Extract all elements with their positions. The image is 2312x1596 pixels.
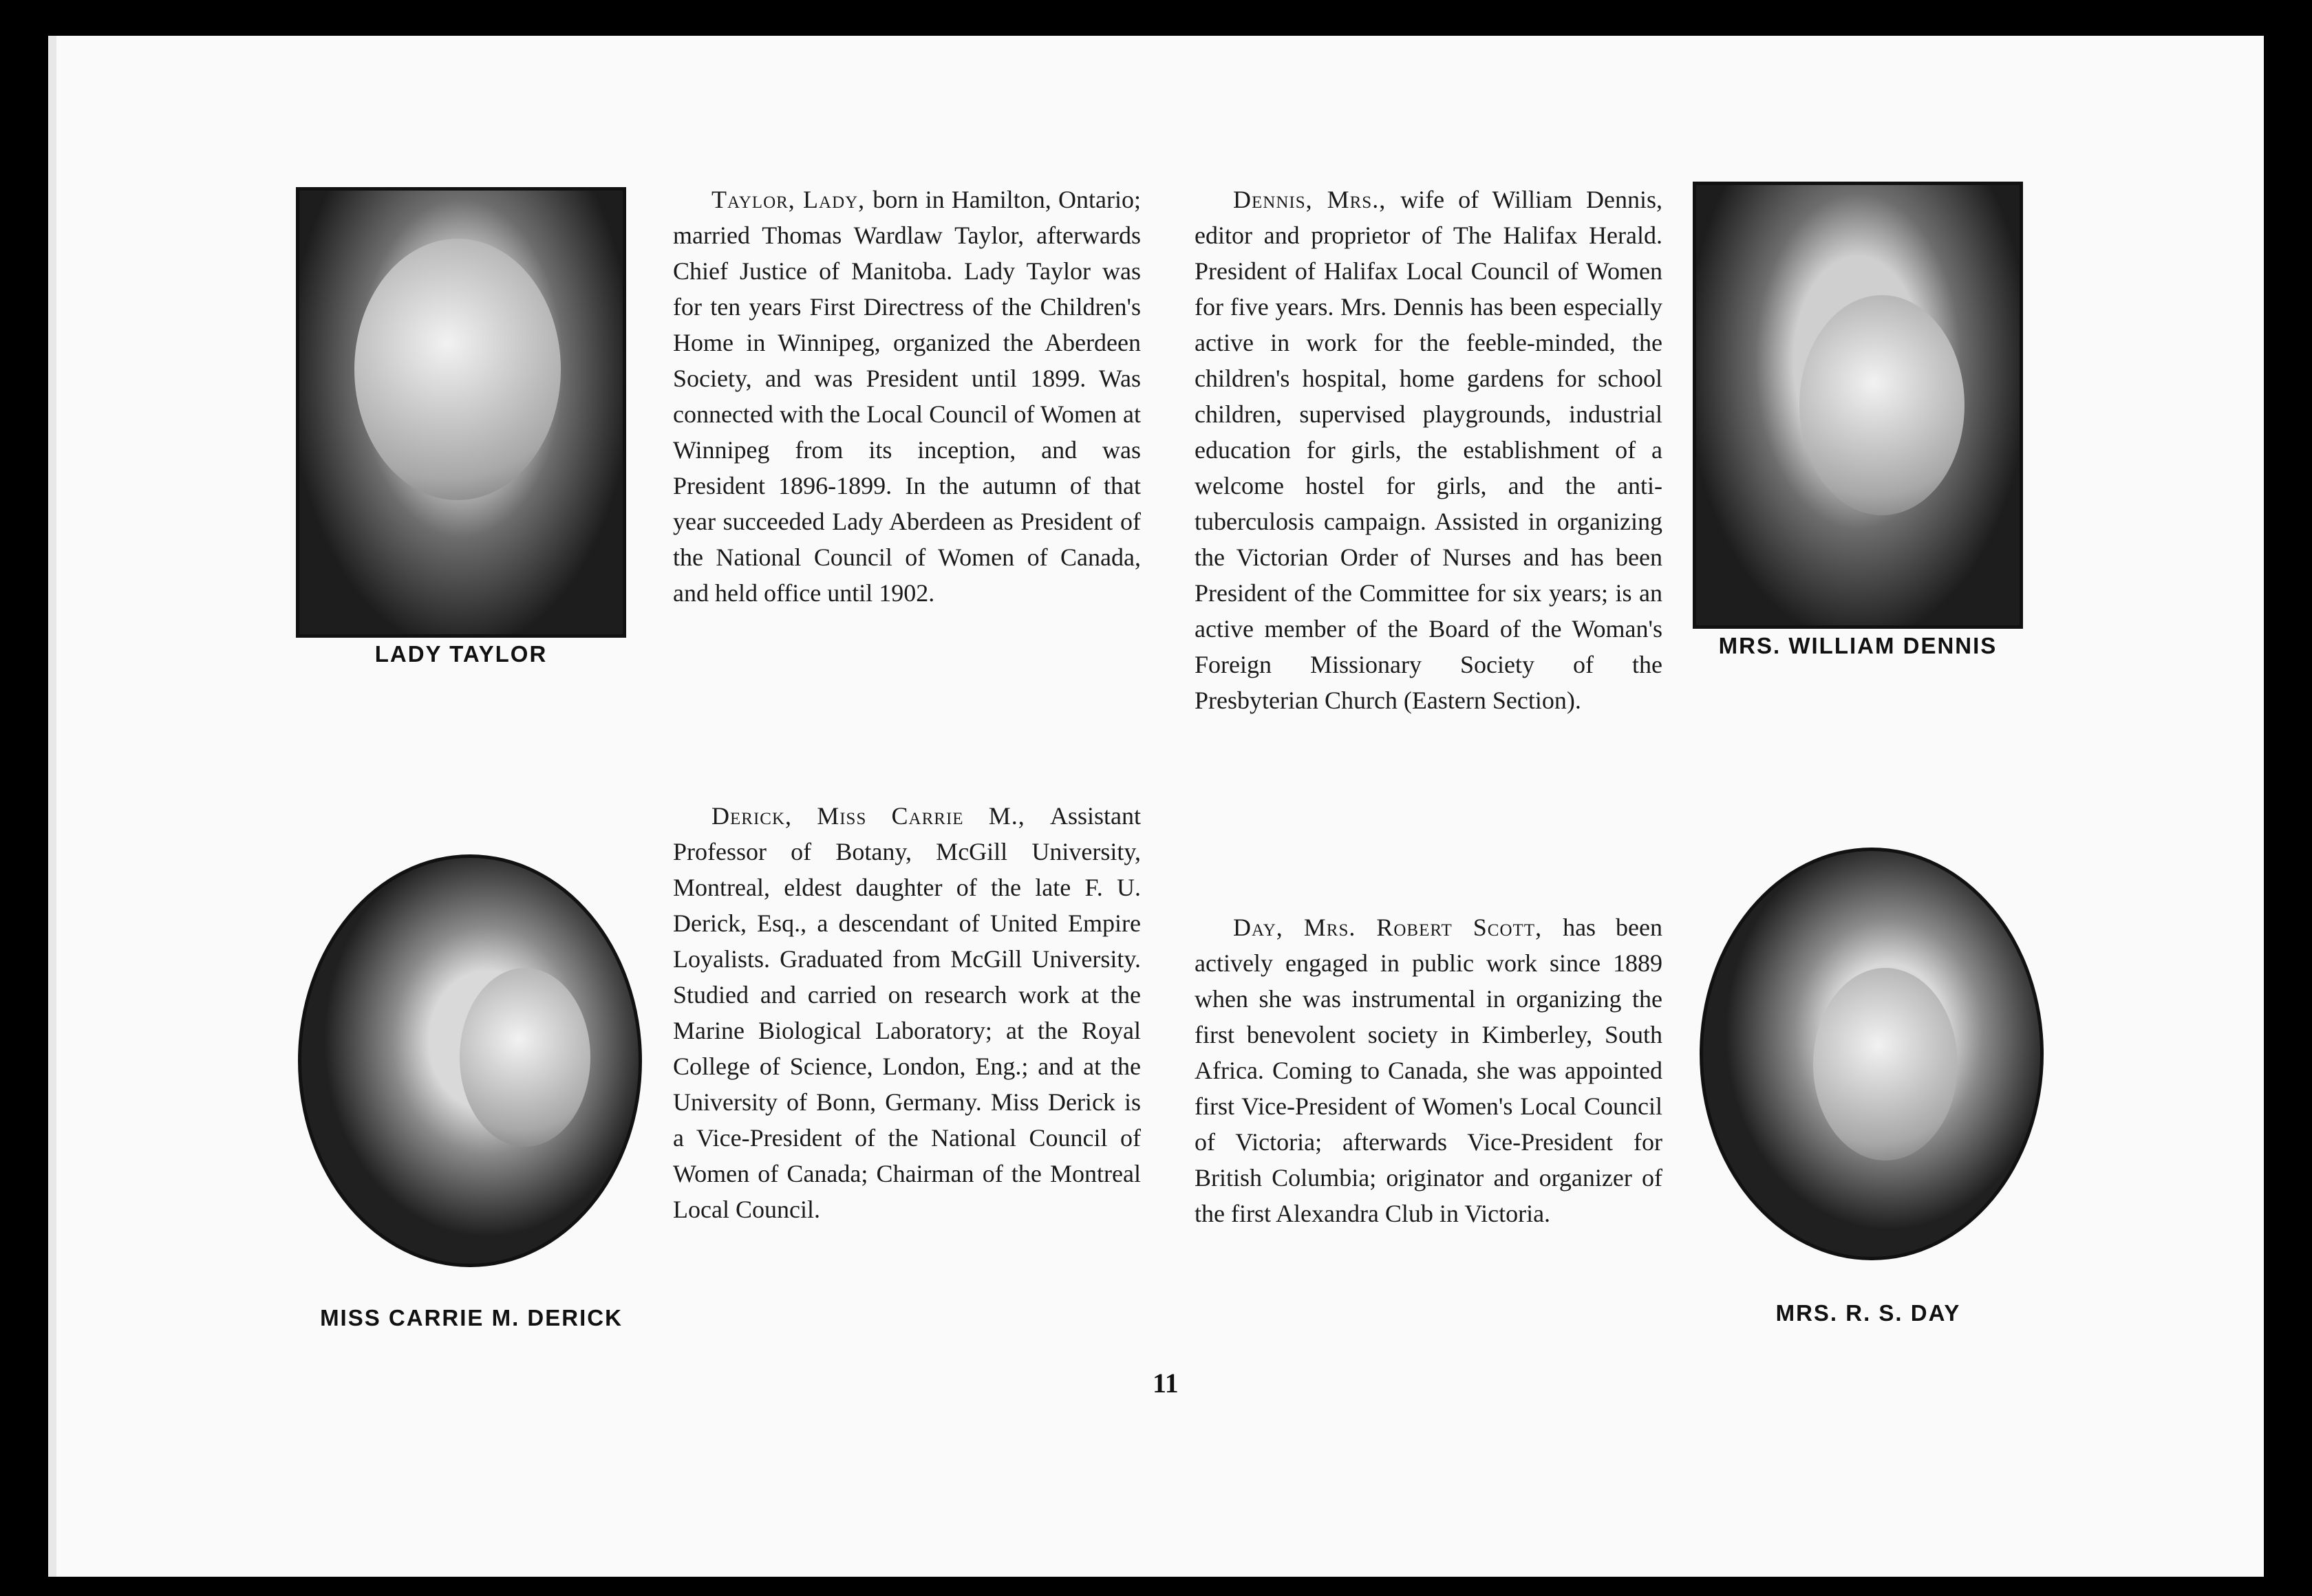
caption-lady-taylor: LADY TAYLOR [374, 641, 548, 667]
caption-mrs-william-dennis: MRS. WILLIAM DENNIS [1718, 633, 1998, 658]
portrait-miss-carrie-derick [298, 854, 642, 1267]
caption-mrs-r-s-day: MRS. R. S. DAY [1775, 1300, 1961, 1326]
portrait-mrs-r-s-day [1700, 848, 2044, 1260]
bio-text-miss-derick: Assistant Professor of Botany, McGill University, Montreal, eldest daughter of the late F. U. Derick, Esq., a descendant of United Empire Loyalists. Graduated from McGill University. Studied and carried on research work at the Marine Biological Laboratory; at the Royal College of Science, London, Eng.; and at the University of Bonn, Germany. Miss Derick is a Vice-President of the National Council of Women of Canada; Chairman of the Montreal Local Council. [673, 802, 1141, 1223]
bio-text-mrs-dennis: wife of William Dennis, editor and proprietor of The Halifax Herald. President of Halifax Local Council of Women for five years. Mrs. Dennis has been especially active in work for the feeble-minded, the children's hospital, home gardens for school children, supervised playgrounds, industrial education for girls, the establishment of a welcome hostel for girls, and the anti-tuberculosis campaign. Assisted in organizing the Victorian Order of Nurses and has been President of the Committee for six years; is an active member of the Board of the Woman's Foreign Missionary Society of the Presbyterian Church (Eastern Section). [1195, 186, 1662, 714]
book-page [48, 36, 2264, 1577]
bio-lady-taylor [673, 182, 1141, 611]
bio-head-mrs-dennis: Dennis, Mrs., [1233, 186, 1401, 213]
bio-mrs-dennis [1195, 182, 1662, 718]
bio-head-lady-taylor: Taylor, Lady, [711, 186, 873, 213]
bio-text-mrs-day: has been actively engaged in public work since 1889 when she was instrumental in organizing the first benevolent society in Kimberley, South Africa. Coming to Canada, she was appointed first Vice-President of Women's Local Council of Victoria; afterwards Vice-President for British Columbia; originator and organizer of the first Alexandra Club in Victoria. [1195, 914, 1662, 1227]
bio-head-mrs-day: Day, Mrs. Robert Scott, [1233, 914, 1563, 941]
page-number: 11 [1153, 1368, 1179, 1399]
bio-mrs-day [1195, 909, 1662, 1231]
bio-head-miss-derick: Derick, Miss Carrie M., [711, 802, 1050, 830]
portrait-lady-taylor [296, 187, 626, 638]
bio-text-lady-taylor: born in Hamilton, Ontario; married Thomas Wardlaw Taylor, afterwards Chief Justice of Manitoba. Lady Taylor was for ten years First Directress of the Children's Home in Winnipeg, organized the Aberdeen Society, and was President until 1899. Was connected with the Local Council of Women at Winnipeg from its inception, and was President 1896-1899. In the autumn of that year succeeded Lady Aberdeen as President of the National Council of Women of Canada, and held office until 1902. [673, 186, 1141, 607]
portrait-mrs-william-dennis [1693, 182, 2023, 629]
bio-miss-derick [673, 798, 1141, 1227]
caption-miss-carrie-derick: MISS CARRIE M. DERICK [320, 1305, 623, 1330]
